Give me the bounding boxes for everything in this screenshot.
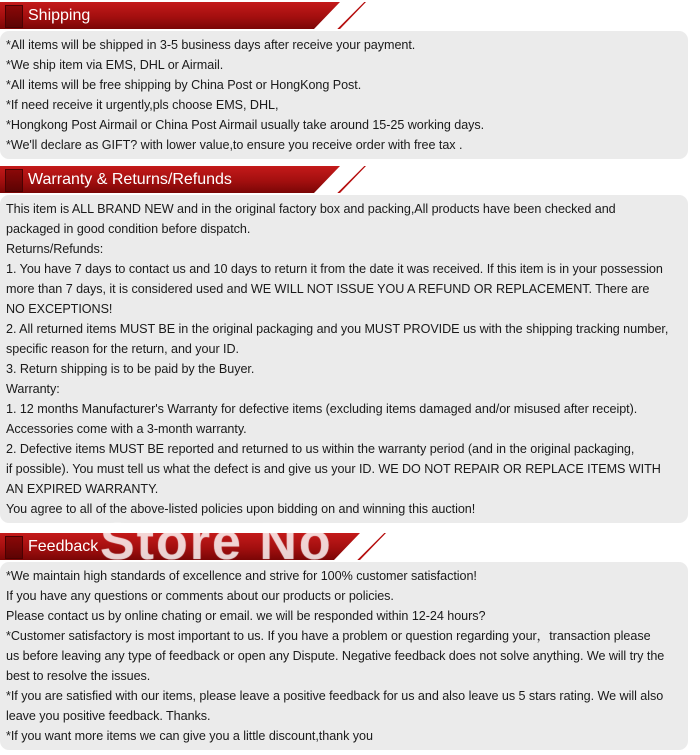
- warranty-line: 3. Return shipping is to be paid by the Buyer.: [6, 362, 255, 376]
- feedback-line: *If you are satisfied with our items, please leave a positive feedback for us and also leave us 5 stars rating. We will also: [6, 689, 664, 703]
- warranty-line: 2. Defective items MUST BE reported and returned to us within the warranty period (and in the original packaging,: [6, 442, 635, 456]
- feedback-line: Please contact us by online chating or email. we will be responded within 12-24 hours?: [6, 609, 486, 623]
- shipping-header: [0, 2, 700, 29]
- warranty-header: [0, 166, 700, 193]
- warranty-line: 1. 12 months Manufacturer's Warranty for defective items (excluding items damaged and/or misused after receipt).: [6, 402, 638, 416]
- header-tab-marker: [5, 5, 23, 28]
- warranty-line: You agree to all of the above-listed policies upon bidding on and winning this auction!: [6, 502, 476, 516]
- store-watermark: Store No: [100, 513, 333, 571]
- warranty-line: more than 7 days, it is considered used and WE WILL NOT ISSUE YOU A REFUND OR REPLACEMENT. There are: [6, 282, 650, 296]
- shipping-body: [0, 31, 688, 159]
- shipping-section: [0, 2, 700, 159]
- warranty-line: Warranty:: [6, 382, 60, 396]
- header-tab-marker: [5, 536, 23, 559]
- warranty-line: NO EXCEPTIONS!: [6, 302, 113, 316]
- shipping-title: Shipping: [28, 7, 91, 24]
- feedback-title: Feedback: [28, 538, 99, 555]
- shipping-line: *We'll declare as GIFT? with lower value,to ensure you receive order with free tax .: [6, 138, 463, 152]
- shipping-line: *We ship item via EMS, DHL or Airmail.: [6, 58, 224, 72]
- shipping-line: *All items will be shipped in 3-5 business days after receive your payment.: [6, 38, 416, 52]
- feedback-body: [0, 562, 688, 750]
- feedback-line: us before leaving any type of feedback or open any Dispute. Negative feedback does not solve anything. We will try the: [6, 649, 665, 663]
- warranty-line: if possible). You must tell us what the defect is and give us your ID. WE DO NOT REPAIR OR REPLACE ITEMS WITH: [6, 462, 661, 476]
- warranty-title: Warranty & Returns/Refunds: [28, 171, 232, 188]
- warranty-line: AN EXPIRED WARRANTY.: [6, 482, 159, 496]
- warranty-line: Returns/Refunds:: [6, 242, 104, 256]
- warranty-line: packaged in good condition before dispatch.: [6, 222, 251, 236]
- feedback-line: *We maintain high standards of excellence and strive for 100% customer satisfaction!: [6, 569, 477, 583]
- warranty-line: Accessories come with a 3-month warranty.: [6, 422, 247, 436]
- header-stripes: [356, 533, 386, 560]
- warranty-line: This item is ALL BRAND NEW and in the original factory box and packing,All products have been checked and: [6, 202, 616, 216]
- feedback-line: leave you positive feedback. Thanks.: [6, 709, 211, 723]
- feedback-section: [0, 533, 700, 750]
- warranty-line: 1. You have 7 days to contact us and 10 days to return it from the date it was received. If this item is in your possession: [6, 262, 663, 276]
- feedback-line: If you have any questions or comments about our products or policies.: [6, 589, 394, 603]
- warranty-section: [0, 166, 700, 523]
- feedback-line: *If you want more items we can give you a little discount,thank you: [6, 729, 373, 743]
- warranty-body: [0, 195, 688, 523]
- shipping-line: *If need receive it urgently,pls choose EMS, DHL,: [6, 98, 279, 112]
- warranty-line: specific reason for the return, and your ID.: [6, 342, 239, 356]
- header-tab-marker: [5, 169, 23, 192]
- shipping-line: *Hongkong Post Airmail or China Post Airmail usually take around 15-25 working days.: [6, 118, 485, 132]
- feedback-header: [0, 533, 700, 560]
- shipping-line: *All items will be free shipping by China Post or HongKong Post.: [6, 78, 362, 92]
- header-stripes: [336, 166, 366, 193]
- feedback-line: *Customer satisfactory is most important to us. If you have a problem or question regarding your，transaction please: [6, 629, 651, 643]
- warranty-line: 2. All returned items MUST BE in the original packaging and you MUST PROVIDE us with the shipping tracking number,: [6, 322, 669, 336]
- feedback-line: best to resolve the issues.: [6, 669, 151, 683]
- header-stripes: [336, 2, 366, 29]
